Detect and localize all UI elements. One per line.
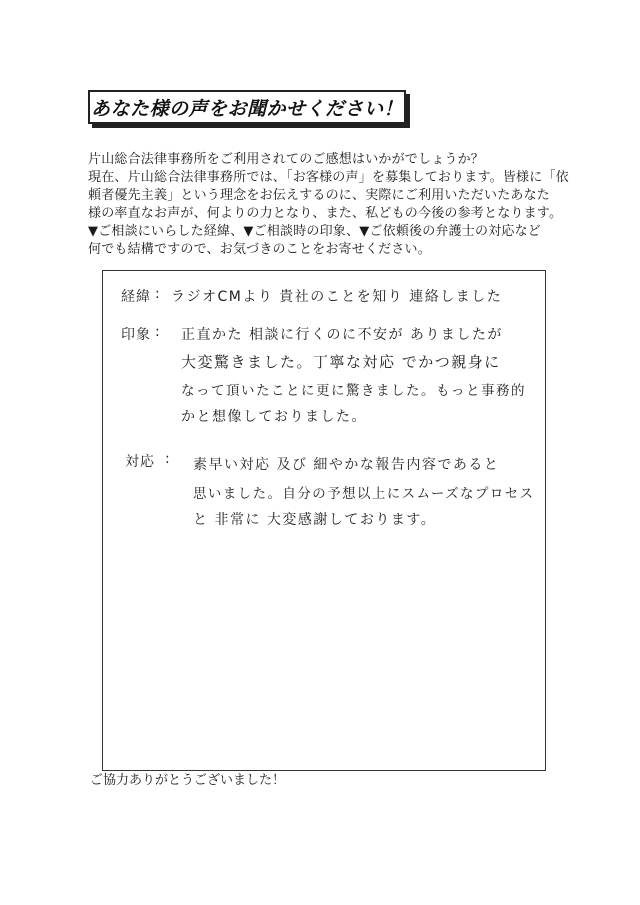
closing-message: ご協力ありがとうございました！ [90,773,286,788]
intro-text [88,151,569,259]
intro-line: 現在、片山総合法律事務所では、「お客様の声」を募集しております。皆様に「依 [88,170,569,185]
taiou-label: 対応 [125,454,155,470]
inshou-line: かと想像しておりました。 [181,409,367,425]
page-title: あなた様の声をお聞かせください！ [90,97,403,120]
inshou-label: 印象 [121,327,151,343]
intro-line: 片山総合法律事務所をご利用されてのご感想はいかがでしょうか？ [88,152,485,167]
taiou-line: と 非常に 大変感謝しております。 [193,512,437,528]
colon-mark: : [165,451,171,467]
inshou-line: 大変驚きました。丁寧な対応 でかつ親身に [181,353,501,371]
intro-line: 何でも結構ですので、お気づきのことをお寄せください。 [88,242,431,257]
keii-text: ラジオCMより 貴社のことを知り 連絡しました [171,289,503,305]
title-box [88,90,406,124]
taiou-line: 思いました。自分の予想以上にスムーズなプロセス [193,486,535,502]
keii-label: 経緯 [121,289,151,305]
inshou-line: なって頂いたことに更に驚きました。もっと事務的 [181,383,526,399]
intro-line: 頼者優先主義」という理念をお伝えするのに、実際にご利用いただいたあなた [88,188,551,203]
taiou-line: 素早い対応 及び 細やかな報告内容であると [193,457,500,473]
colon-mark: : [155,286,161,302]
intro-line: 様の率直なお声が、何よりの力となり、また、私どもの今後の参考となります。 [88,206,563,221]
inshou-line: 正直かた 相談に行くのに不安が ありましたが [181,327,503,343]
handwritten-answer-box [102,270,546,771]
intro-line: ▼ご相談にいらした経緯、▼ご相談時の印象、▼ご依頼後の弁護士の対応など [88,224,541,239]
colon-mark: : [155,324,161,340]
